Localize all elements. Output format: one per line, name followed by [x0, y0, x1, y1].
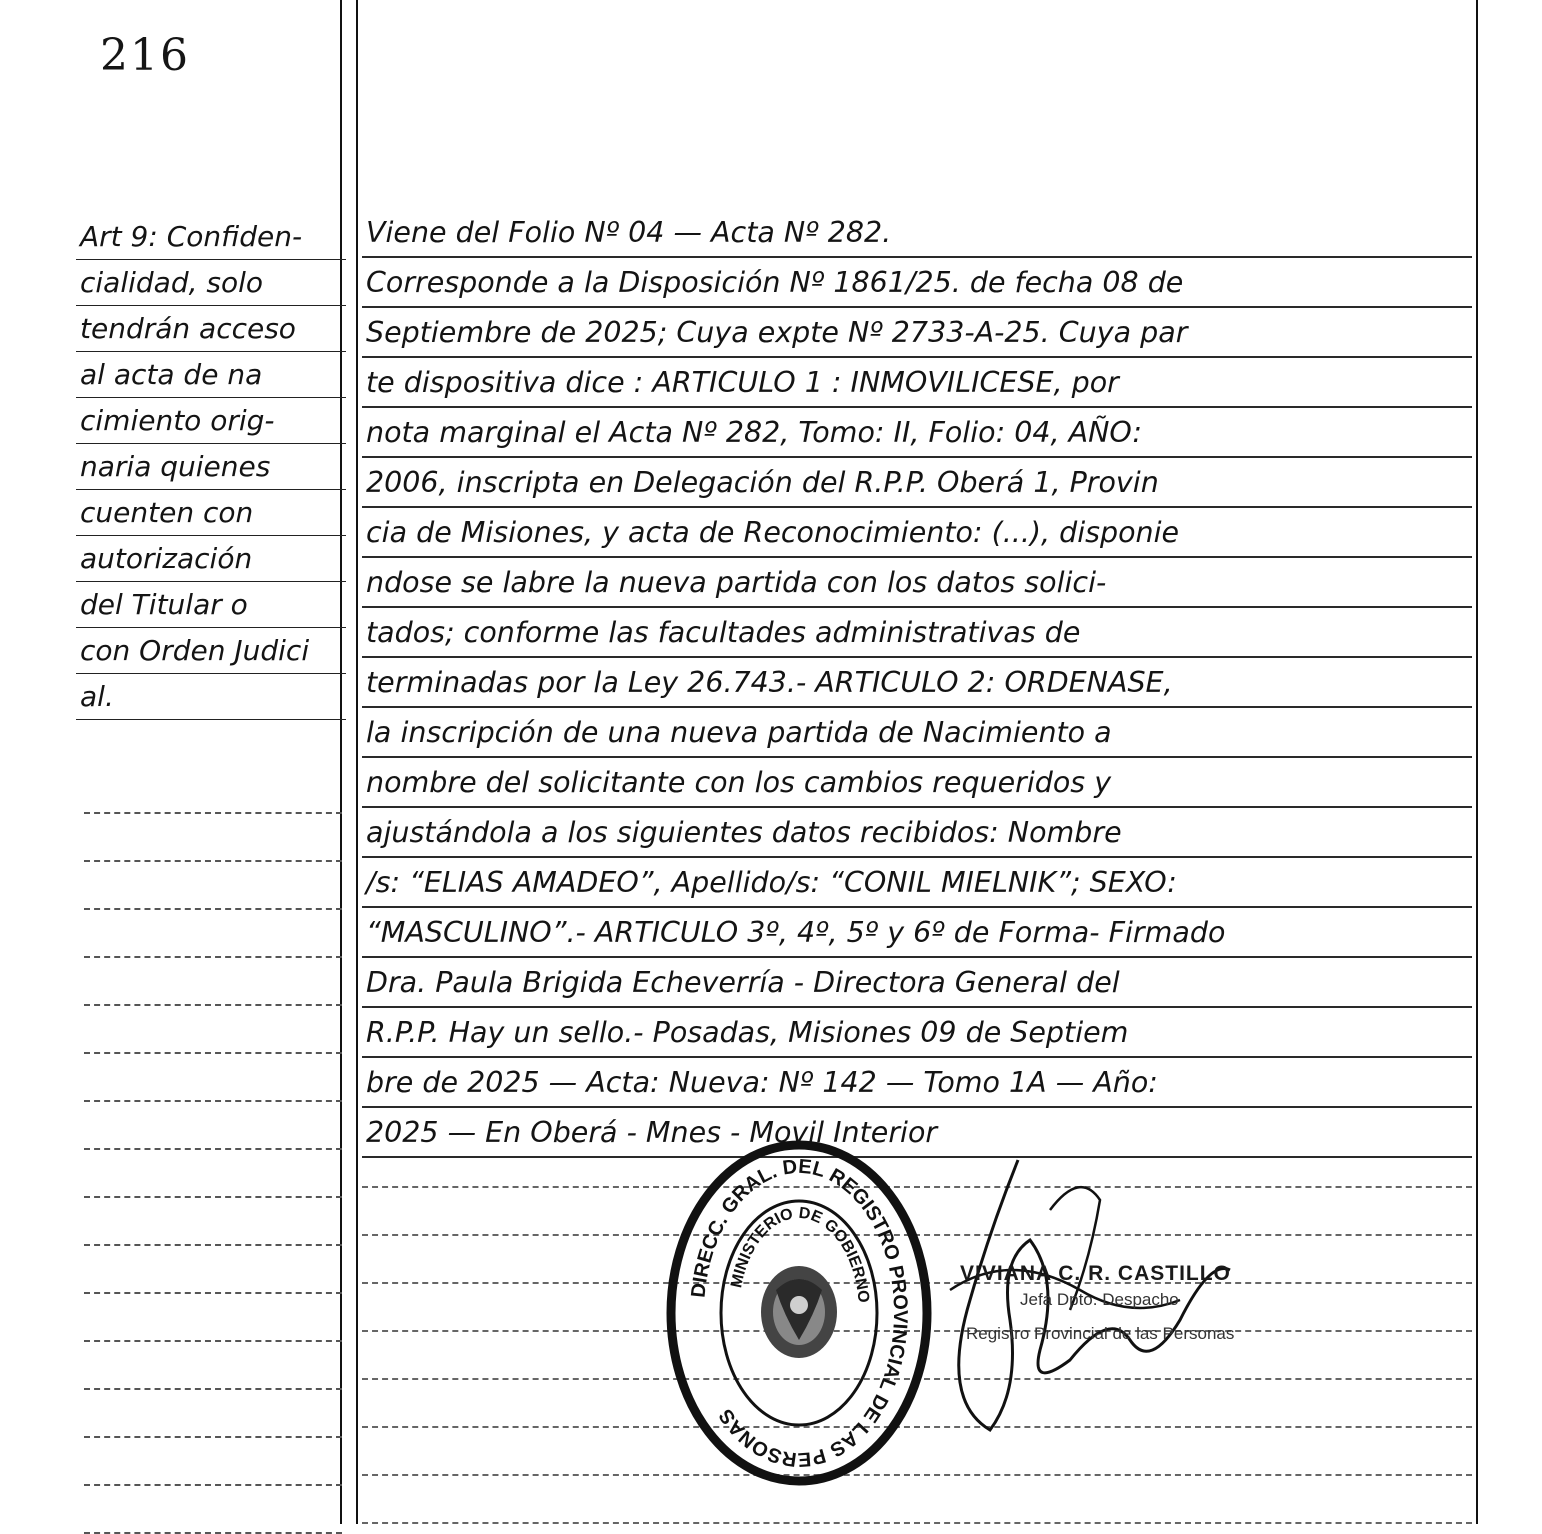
- text-line: /s: “ELIAS AMADEO”, Apellido/s: “CONIL MIELNIK”; SEXO:: [362, 858, 1472, 908]
- text-line: 2025 — En Oberá - Mnes - Movil Interior: [362, 1108, 1472, 1158]
- margin-divider-line-inner: [356, 0, 358, 1524]
- ruled-line: [84, 1342, 342, 1390]
- coat-of-arms-icon: [761, 1266, 837, 1358]
- ruled-line: [84, 862, 342, 910]
- page-number: 216: [100, 30, 190, 81]
- ruled-line: [84, 1246, 342, 1294]
- ruled-line: [84, 766, 342, 814]
- text-line: Corresponde a la Disposición Nº 1861/25. de fecha 08 de: [362, 258, 1472, 308]
- seal-outer-text: DIRECC. GRAL. DEL REGISTRO PROVINCIAL DE LAS PERSONAS: [687, 1155, 912, 1471]
- signatory-role: Jefa Dpto. Despacho: [1020, 1290, 1179, 1309]
- margin-note-line: tendrán acceso: [76, 306, 346, 352]
- ruled-line: [84, 1486, 342, 1534]
- margin-note-line: cimiento orig-: [76, 398, 346, 444]
- text-line: R.P.P. Hay un sello.- Posadas, Misiones 09 de Septiem: [362, 1008, 1472, 1058]
- text-line: Viene del Folio Nº 04 — Acta Nº 282.: [362, 208, 1472, 258]
- ruled-line: [84, 1102, 342, 1150]
- ruled-line: [84, 814, 342, 862]
- margin-note-line: autorización: [76, 536, 346, 582]
- signatory-office: Registro Provincial de las Personas: [966, 1324, 1235, 1343]
- margin-note-line: con Orden Judici: [76, 628, 346, 674]
- text-line: la inscripción de una nueva partida de Nacimiento a: [362, 708, 1472, 758]
- text-line: Dra. Paula Brigida Echeverría - Directora General del: [362, 958, 1472, 1008]
- margin-note-line: del Titular o: [76, 582, 346, 628]
- margin-ruled-lines: [84, 766, 342, 1534]
- margin-note-line: al acta de na: [76, 352, 346, 398]
- text-line: nota marginal el Acta Nº 282, Tomo: II, Folio: 04, AÑO:: [362, 408, 1472, 458]
- ruled-line: [84, 1150, 342, 1198]
- margin-note-line: Art 9: Confiden-: [76, 214, 346, 260]
- text-line: terminadas por la Ley 26.743.- ARTICULO 2: ORDENASE,: [362, 658, 1472, 708]
- margin-note-line: cialidad, solo: [76, 260, 346, 306]
- text-line: bre de 2025 — Acta: Nueva: Nº 142 — Tomo 1A — Año:: [362, 1058, 1472, 1108]
- text-line: te dispositiva dice : ARTICULO 1 : INMOVILICESE, por: [362, 358, 1472, 408]
- ruled-line: [84, 1438, 342, 1486]
- margin-note-line: cuenten con: [76, 490, 346, 536]
- signatory-name: VIVIANA C. R. CASTILLO: [960, 1262, 1231, 1285]
- text-line: tados; conforme las facultades administrativas de: [362, 608, 1472, 658]
- margin-note-line: al.: [76, 674, 346, 720]
- ruled-line: [84, 1006, 342, 1054]
- right-border-line: [1476, 0, 1478, 1524]
- text-line: nombre del solicitante con los cambios requeridos y: [362, 758, 1472, 808]
- seal-inner-text: MINISTERIO DE GOBIERNO: [728, 1204, 872, 1304]
- ruled-line: [84, 1198, 342, 1246]
- ruled-line: [84, 910, 342, 958]
- text-line: Septiembre de 2025; Cuya expte Nº 2733-A-25. Cuya par: [362, 308, 1472, 358]
- ruled-line: [84, 1390, 342, 1438]
- text-line: ajustándola a los siguientes datos recibidos: Nombre: [362, 808, 1472, 858]
- ruled-line: [84, 1294, 342, 1342]
- text-line: 2006, inscripta en Delegación del R.P.P. Oberá 1, Provin: [362, 458, 1472, 508]
- ruled-line: [84, 958, 342, 1006]
- margin-note-line: naria quienes: [76, 444, 346, 490]
- text-line: cia de Misiones, y acta de Reconocimiento: (...), disponie: [362, 508, 1472, 558]
- margin-note: [76, 214, 346, 720]
- text-line: “MASCULINO”.- ARTICULO 3º, 4º, 5º y 6º de Forma- Firmado: [362, 908, 1472, 958]
- signature-block: [930, 1150, 1260, 1440]
- main-handwritten-text: [362, 208, 1472, 1158]
- official-seal-stamp: [664, 1140, 934, 1486]
- text-line: ndose se labre la nueva partida con los datos solici-: [362, 558, 1472, 608]
- ruled-line: [84, 1054, 342, 1102]
